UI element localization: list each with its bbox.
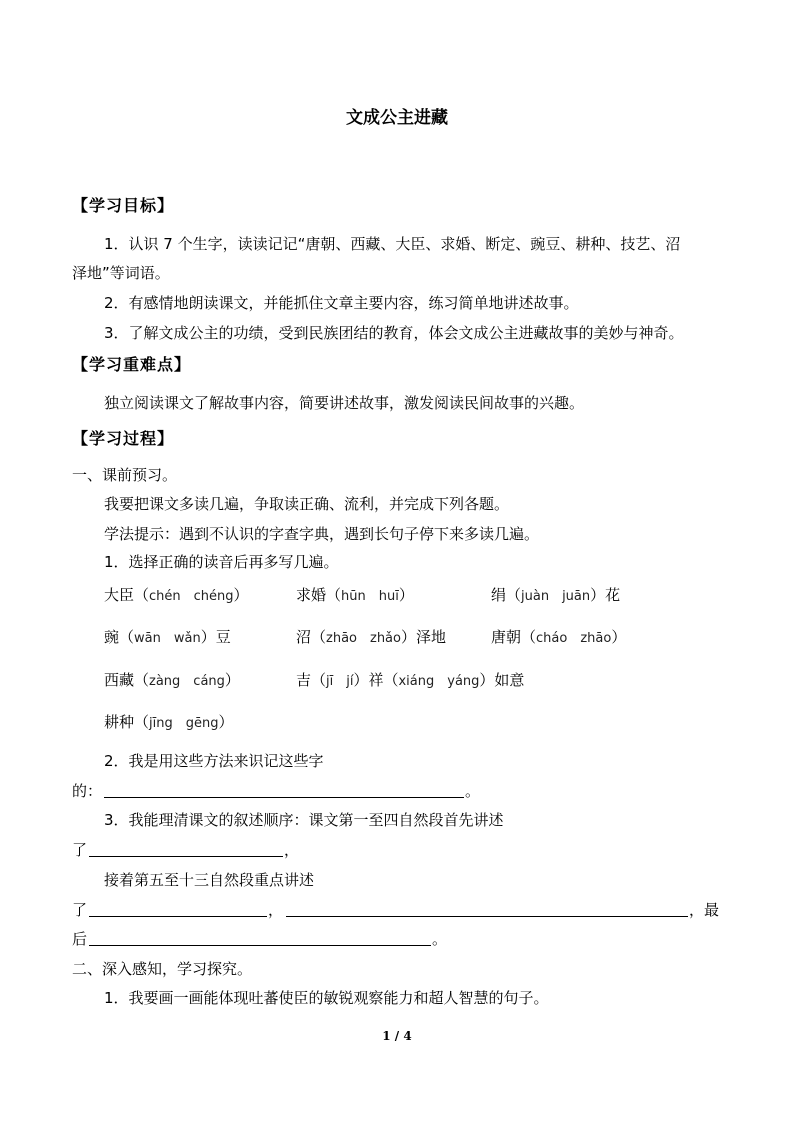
question-3-end: ， — [284, 841, 300, 859]
goal-3: 3．了解文成公主的功绩，受到民族团结的教育，体会文成公主进藏故事的美妙与神奇。 — [104, 324, 684, 342]
goals-heading: 【学习目标】 — [72, 196, 175, 215]
key-points-heading: 【学习重难点】 — [72, 355, 192, 374]
answer-blank[interactable] — [89, 856, 283, 857]
pinyin-item: 吉（jī jí）祥（xiáng yáng）如意 — [296, 671, 525, 689]
pinyin-item: 沼（zhāo zhǎo）泽地 — [296, 628, 446, 646]
question-3-next: 接着第五至十三自然段重点讲述 — [104, 871, 315, 889]
page-number: 1 / 4 — [382, 1029, 412, 1043]
question-3: 3．我能理清课文的叙述顺序：课文第一至四自然段首先讲述 — [104, 811, 504, 829]
question-2-end: 。 — [465, 782, 481, 800]
page-title: 文成公主进藏 — [346, 108, 448, 128]
question-3-last: ，最 — [689, 901, 720, 919]
pinyin-item: 大臣（chén chéng） — [104, 586, 249, 604]
question-3-prefix: 了 — [72, 841, 88, 859]
process-heading: 【学习过程】 — [72, 429, 175, 448]
pinyin-item: 西藏（zàng cáng） — [104, 671, 240, 689]
answer-blank[interactable] — [286, 916, 688, 917]
part2-title: 二、深入感知，学习探究。 — [72, 960, 253, 978]
question-1: 1．选择正确的读音后再多写几遍。 — [104, 553, 339, 571]
question-2: 2．我是用这些方法来识记这些字 — [104, 752, 324, 770]
part1-line-2: 学法提示：遇到不认识的字查字典，遇到长句子停下来多读几遍。 — [104, 525, 540, 543]
question-2-prefix: 的： — [72, 782, 103, 800]
key-points-text: 独立阅读课文了解故事内容，简要讲述故事，激发阅读民间故事的兴趣。 — [104, 394, 585, 412]
question-3-prefix-2: 了 — [72, 901, 88, 919]
part1-title: 一、课前预习。 — [72, 466, 178, 484]
question-3-prefix-3: 后 — [72, 930, 88, 948]
goal-2: 2．有感情地朗读课文，并能抓住文章主要内容，练习简单地讲述故事。 — [104, 294, 579, 312]
goal-1-line-2: 泽地”等词语。 — [72, 264, 170, 282]
answer-blank[interactable] — [89, 945, 431, 946]
question-3-comma: ， — [268, 901, 284, 919]
pinyin-item: 豌（wān wǎn）豆 — [104, 628, 231, 646]
part2-question-1: 1．我要画一画能体现吐蕃使臣的敏锐观察能力和超人智慧的句子。 — [104, 989, 549, 1007]
part1-line-1: 我要把课文多读几遍，争取读正确、流利，并完成下列各题。 — [104, 495, 510, 513]
goal-1-line-1: 1．认识 7 个生字，读读记记“唐朝、西藏、大臣、求婚、断定、豌豆、耕种、技艺、沼 — [104, 235, 681, 253]
pinyin-item: 耕种（jīng gēng） — [104, 713, 234, 731]
answer-blank[interactable] — [104, 797, 464, 798]
question-3-period: 。 — [432, 930, 448, 948]
answer-blank[interactable] — [89, 916, 267, 917]
pinyin-item: 求婚（hūn huī） — [296, 586, 414, 604]
pinyin-item: 绢（juàn juān）花 — [491, 586, 621, 604]
pinyin-item: 唐朝（cháo zhāo） — [491, 628, 627, 646]
